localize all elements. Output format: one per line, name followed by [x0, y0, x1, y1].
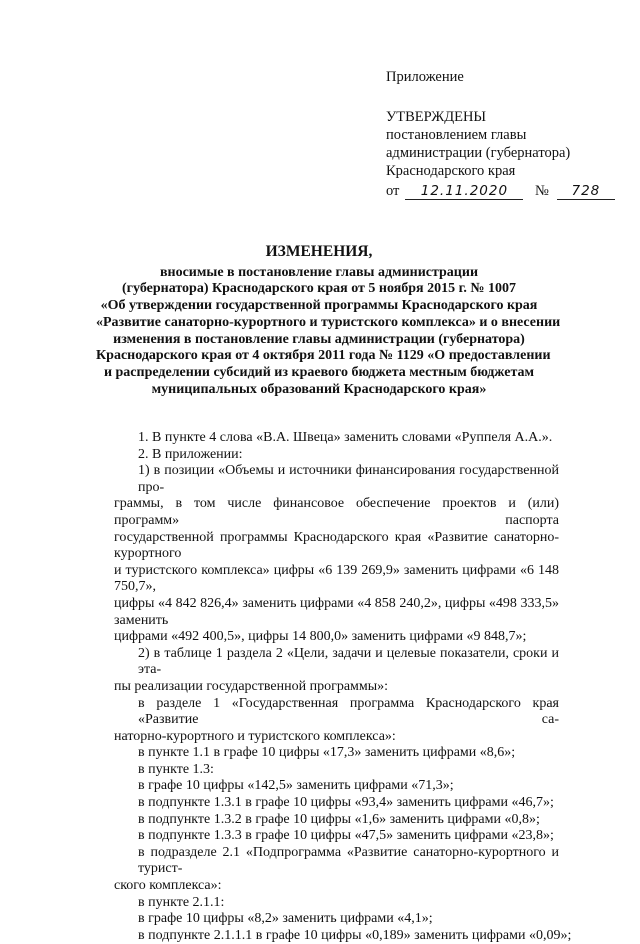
list-item: в подпункте 1.3.2 в графе 10 цифры «1,6» заменить цифрами «0,8»;	[138, 811, 540, 827]
list-item: в пункте 1.3:	[138, 761, 214, 777]
list-item: в подпункте 2.1.1.1 в графе 10 цифры «0,189» заменить цифрами «0,09»;	[138, 927, 572, 943]
document-title	[96, 243, 561, 398]
paragraph-5-line: в разделе 1 «Государственная программа Краснодарского края «Развитие са-	[138, 695, 559, 728]
handwritten-number: 728	[557, 184, 615, 200]
paragraph-5-line: наторно-курортного и туристского комплекса»:	[114, 728, 396, 744]
approved-line: Краснодарского края	[386, 163, 516, 179]
paragraph-3-line: государственной программы Краснодарского края «Развитие санаторно-курортного	[114, 529, 559, 562]
list-item: в графе 10 цифры «8,2» заменить цифрами «4,1»;	[138, 911, 433, 927]
title-line: Краснодарского края от 4 октября 2011 года № 1129 «О предоставлении	[96, 348, 551, 364]
approval-block	[386, 108, 615, 198]
paragraph-3-line: цифрами «492 400,5», цифры 14 800,0» заменить цифрами «9 848,7»;	[114, 629, 527, 645]
title-line: «Об утверждении государственной программы Краснодарского края	[100, 298, 538, 314]
title-line: и распределении субсидий из краевого бюджета местным бюджетам	[103, 364, 535, 380]
list-item: в подпункте 1.3.3 в графе 10 цифры «47,5» заменить цифрами «23,8»;	[138, 828, 554, 844]
title-line: изменения в постановление главы администрации (губернатора)	[113, 331, 525, 347]
paragraph-4-line: 2) в таблице 1 раздела 2 «Цели, задачи и целевые показатели, сроки и эта-	[138, 645, 559, 678]
approved-line: администрации (губернатора)	[386, 145, 571, 161]
title-main: ИЗМЕНЕНИЯ,	[265, 243, 373, 260]
handwritten-date: 12.11.2020	[405, 184, 523, 200]
title-line: вносимые в постановление главы администрации	[159, 264, 479, 280]
paragraph-1: 1. В пункте 4 слова «В.А. Швеца» заменить словами «Руппеля А.А.».	[138, 430, 553, 445]
list-item: в пункте 1.1 в графе 10 цифры «17,3» заменить цифрами «8,6»;	[138, 745, 516, 761]
list-item: в пункте 2.1.1:	[138, 894, 225, 910]
paragraph-3-line: цифры «4 842 826,4» заменить цифрами «4 858 240,2», цифры «498 333,5» заменить	[114, 595, 559, 628]
list-item: в графе 10 цифры «142,5» заменить цифрами «71,3»;	[138, 778, 454, 794]
paragraph-3-line: 1) в позиции «Объемы и источники финансирования государственной про-	[138, 463, 559, 495]
paragraph-2: 2. В приложении:	[138, 446, 243, 462]
paragraph-6-line: ского комплекса»:	[114, 878, 222, 894]
paragraph-4-line: пы реализации государственной программы»:	[114, 678, 389, 694]
paragraph-3-line: и туристского комплекса» цифры «6 139 269,9» заменить цифрами «6 148 750,7»,	[114, 562, 559, 595]
approved-line: постановлением главы	[386, 127, 527, 143]
paragraph-6-line: в подразделе 2.1 «Подпрограмма «Развитие санаторно-курортного и турист-	[138, 844, 559, 877]
title-line: муниципальных образований Краснодарского края»	[151, 381, 487, 397]
number-sign: №	[535, 183, 549, 199]
title-line: «Развитие санаторно-курортного и туристского комплекса» и о внесении	[96, 314, 561, 330]
date-prefix: от	[386, 183, 400, 199]
approved-heading: УТВЕРЖДЕНЫ	[386, 109, 487, 125]
date-number-line	[386, 182, 615, 200]
title-line: (губернатора) Краснодарского края от 5 ноября 2015 г. № 1007	[122, 281, 516, 297]
appendix-label: Приложение	[386, 69, 464, 85]
paragraph-3-line: граммы, в том числе финансовое обеспечение проектов и (или) программ» паспорта	[114, 496, 559, 528]
document-body	[114, 430, 572, 944]
list-item: в подпункте 1.3.1 в графе 10 цифры «93,4» заменить цифрами «46,7»;	[138, 795, 554, 811]
